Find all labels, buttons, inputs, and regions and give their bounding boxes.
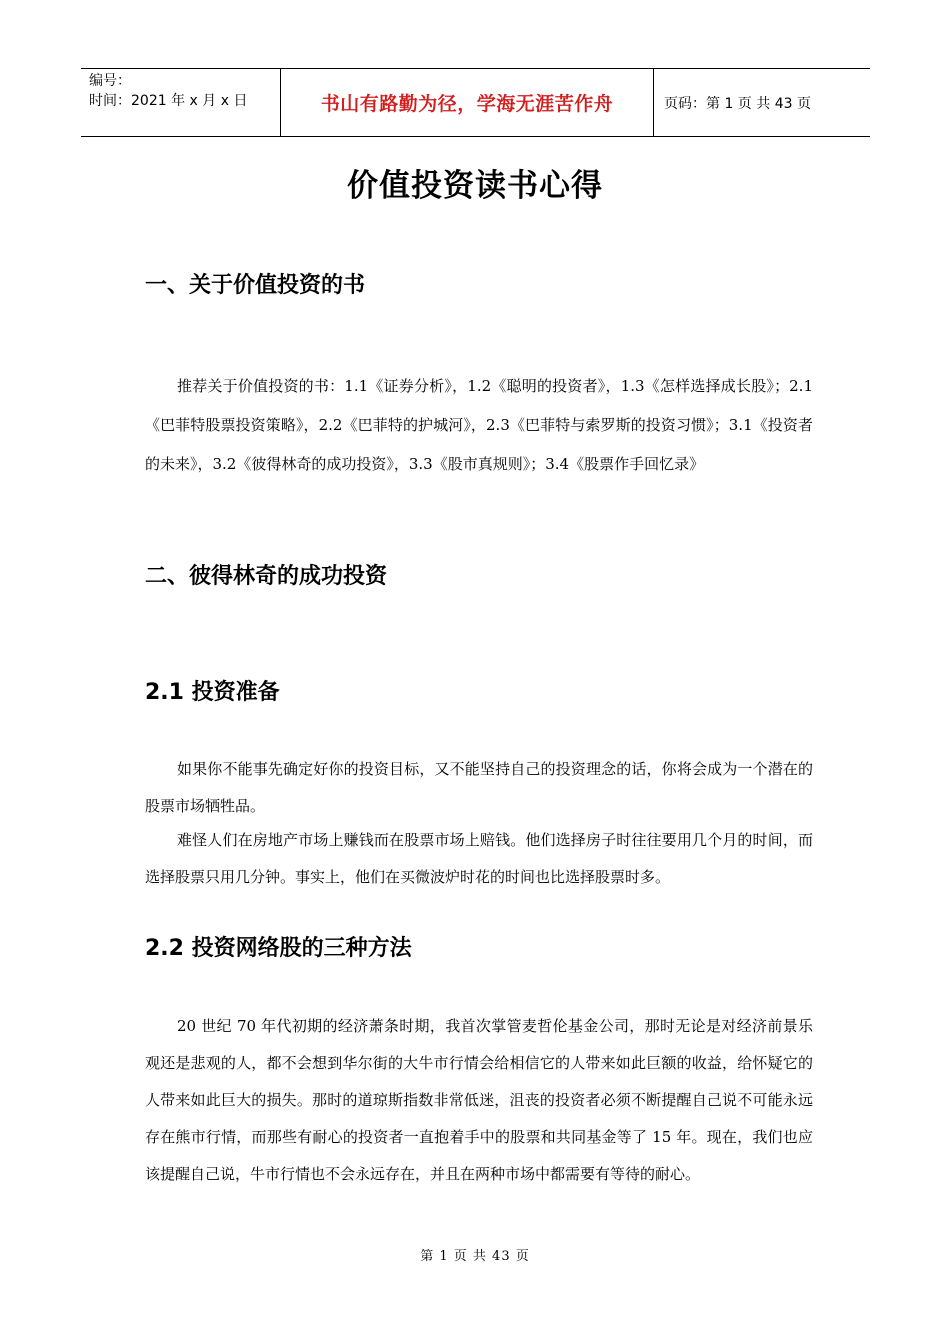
subsection-2-1-heading: 2.1 投资准备 — [145, 680, 280, 705]
header-center-cell — [281, 69, 654, 136]
document-title: 价值投资读书心得 — [347, 168, 603, 204]
subsection-2-1-paragraph-2: 难怪人们在房地产市场上赚钱而在股票市场上赔钱。他们选择房子时往往要用几个月的时间，而选择股票只用几分钟。事实上，他们在买微波炉时花的时间也比选择股票时多。 — [145, 831, 813, 886]
header-table — [81, 68, 870, 137]
number-label: 编号： — [89, 73, 131, 89]
page-footer: 第 1 页 共 43 页 — [420, 1249, 530, 1264]
subsection-2-1-paragraph-1: 如果你不能事先确定好你的投资目标，又不能坚持自己的投资理念的话，你将会成为一个潜在的股票市场牺牲品。 — [145, 760, 813, 815]
header-left-cell — [81, 69, 281, 136]
section1-paragraph: 推荐关于价值投资的书：1.1《证券分析》，1.2《聪明的投资者》，1.3《怎样选择成长股》；2.1《巴菲特股票投资策略》，2.2《巴菲特的护城河》，2.3《巴菲特与索罗斯的投资习惯》；3.1《投资者的未来》，3.2《彼得林奇的成功投资》，3.3《股市真规则》；3.4《股票作手回忆录》 — [145, 377, 813, 473]
subsection-2-2-paragraph: 20 世纪 70 年代初期的经济萧条时期，我首次掌管麦哲伦基金公司，那时无论是对经济前景乐观还是悲观的人，都不会想到华尔街的大牛市行情会给相信它的人带来如此巨额的收益，给怀疑它的人带来如此巨大的损失。那时的道琼斯指数非常低迷，沮丧的投资者必须不断提醒自己说不可能永远存在熊市行情，而那些有耐心的投资者一直抱着手中的股票和共同基金等了 15 年。现在，我们也应该提醒自己说，牛市行情也不会永远存在，并且在两种市场中都需要有等待的耐心。 — [145, 1017, 813, 1183]
header-page-info: 页码：第 1 页 共 43 页 — [664, 95, 811, 112]
section1-heading: 一、关于价值投资的书 — [145, 273, 366, 298]
section2-heading: 二、彼得林奇的成功投资 — [145, 564, 388, 589]
time-label: 时间：2021 年 x 月 x 日 — [89, 93, 248, 109]
motto: 书山有路勤为径，学海无涯苦作舟 — [320, 93, 614, 115]
subsection-2-2-heading: 2.2 投资网络股的三种方法 — [145, 936, 412, 961]
